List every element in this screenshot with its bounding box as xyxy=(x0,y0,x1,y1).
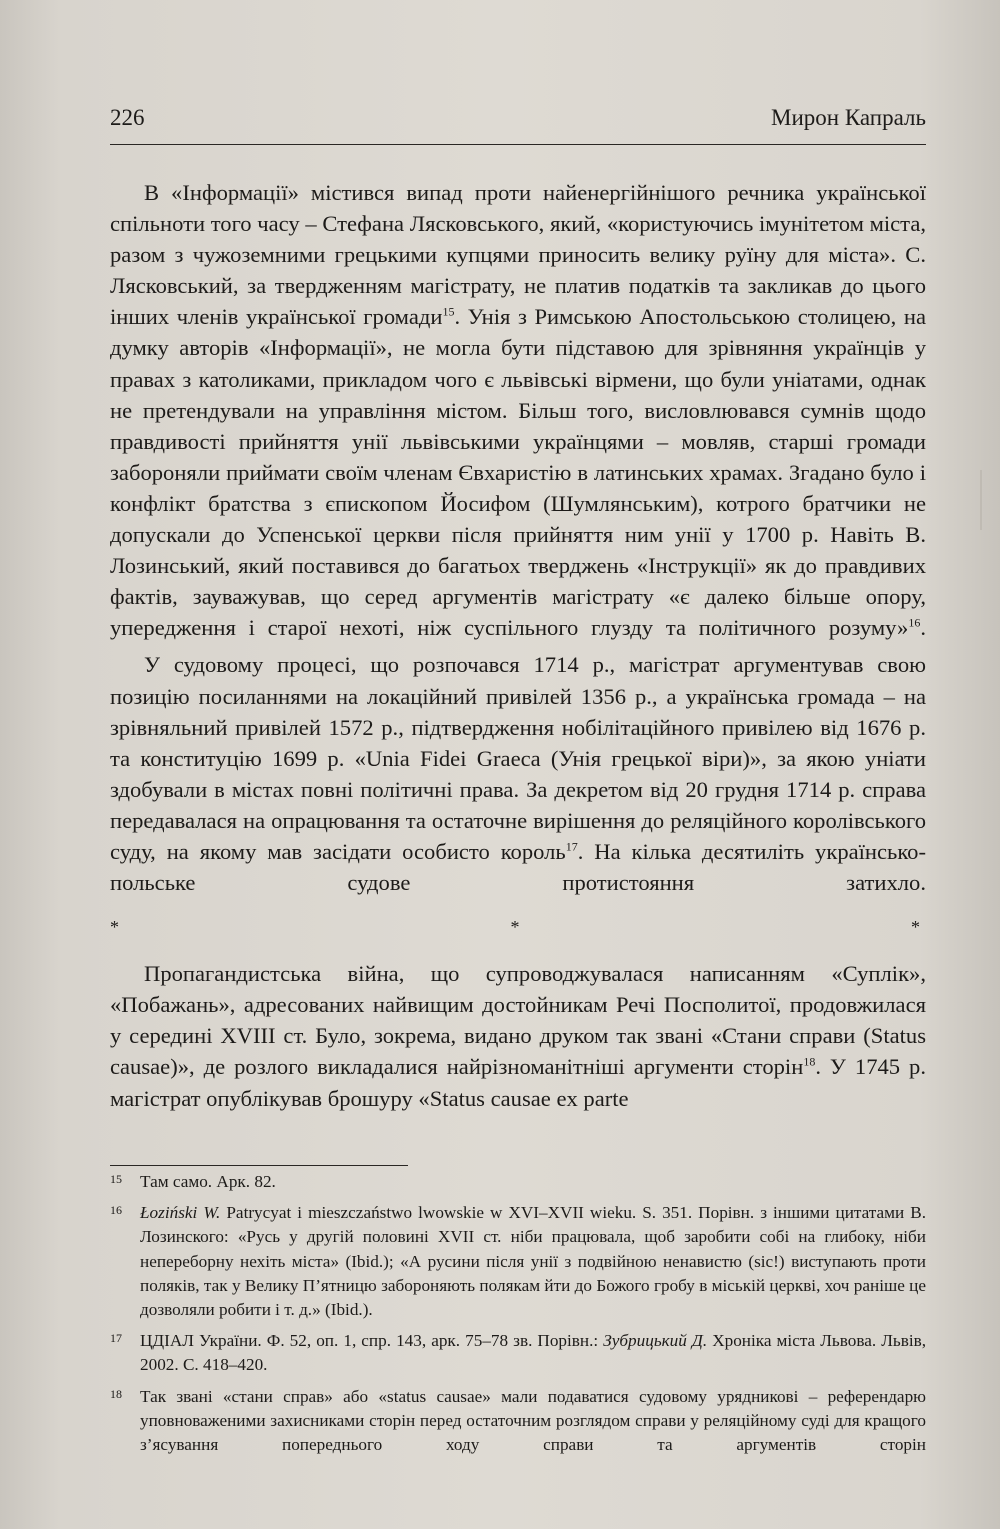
page-edge-shadow xyxy=(980,470,1000,530)
footnote-ref-17: 17 xyxy=(565,839,578,854)
paragraph-3: Пропагандистська війна, що супроводжувалася написанням «Суплік», «Побажань», адресованих найвищим достойникам Речі Посполитої, продовжилася у середині XVIII ст. Було, зокрема, видано друком так звані «Стани справи (Status causae)», де розлого викладалися найрізноманітніші аргументи сторін$^{18}$. У 1745 р. магістрат опублікував брошуру «Status causae ex parte xyxy=(110,961,926,1111)
footnote-mark: 18 xyxy=(110,1386,122,1401)
section-separator: * * * xyxy=(110,917,926,938)
running-head-author: Мирон Капраль xyxy=(771,105,926,130)
footnote-16: 16 Łoziński W. Patrycyat i mieszczaństwo lwowskie w XVI–XVII wieku. S. 351. Порівн. з іншими цитатами В. Лозинского: «Русь у другій половині XVII ст. ніби працювала, щоб заробити собі на глибоку, ніби непереборну нехіть міста» (Ibid.); «А русини після унії з подвійною ненавистю (sic!) виступають проти поляків, так у Велику П’ятницю забороняють полякам йти до Божого гробу в міській церкві, хоч раніше це дозволяли робити і т. д.» (Ibid.). xyxy=(110,1201,926,1322)
footnote-18: 18 Так звані «стани справ» або «status causae» мали подаватися судовому урядникові – референдарю уповноваженими захисниками сторін перед остаточним розглядом справи у реляційному суді для кращого з’ясування попереднього ходу справи та аргументів сторін xyxy=(110,1385,926,1458)
footnote-mark: 15 xyxy=(110,1172,122,1186)
page-number: 226 xyxy=(110,105,145,130)
footnote-17: 17 ЦДІАЛ України. Ф. 52, оп. 1, спр. 143, арк. 75–78 зв. Порівн.: Зубрицький Д. Хроніка міста Львова. Львів, 2002. С. 418–420. xyxy=(110,1329,926,1377)
footnote-ref-16: 16 xyxy=(908,615,921,630)
cited-author: Łoziński W. xyxy=(140,1203,221,1223)
footnote-mark: 17 xyxy=(110,1331,122,1346)
cited-author: Зубрицький Д. xyxy=(603,1331,708,1351)
header-rule xyxy=(110,144,926,145)
paragraph-2: У судовому процесі, що розпочався 1714 р., магістрат аргументував свою позицію посиланнями на локаційний привілей 1356 р., а українська громада – на зрівняльний привілей 1572 р., підтвердження нобілітаційного привілею від 1676 р. та конституцію 1699 р. «Unia Fidei Graeca (Унія грецької віри)», за якою уніати здобували в містах повні політичні права. За декретом від 20 грудня 1714 р. справа передавалася на опрацювання та остаточне вирішення до реляційного королівського суду, на якому мав засідати особисто король$^{17}$. На кілька десятиліть українсько-польське судове протистояння затихло. xyxy=(110,652,926,896)
main-text xyxy=(110,177,926,1114)
footnote-mark: 16 xyxy=(110,1203,122,1218)
footnotes xyxy=(110,1170,926,1464)
footnote-15: 15 Там само. Арк. 82. xyxy=(110,1170,926,1194)
paragraph-1: В «Інформації» містився випад проти найенергійнішого речника української спільноти того часу – Стефана Лясковського, який, «користуючись імунітетом міста, разом з чужоземними грецькими купцями приносить велику руїну для міста». С. Лясковський, за твердженням магістрату, не платив податків та закликав до цього інших членів української громади$^{15}$. Унія з Римською Апостольською столицею, на думку авторів «Інформації», не могла бути підставою для зрівняння українців у правах з католиками, прикладом чого є львівські вірмени, що були уніатами, однак не претендували на управління містом. Більш того, висловлювався сумнів щодо правдивості прийняття унії львівськими українцями – мовляв, старші громади забороняли приймати своїм членам Євхаристію в латинських храмах. Згадано було і конфлікт братства з єпископом Йосифом (Шумлянським), котрого братчики не допускали до Успенської церкви після прийняття ним унії у 1700 р. Навіть В. Лозинський, який поставився до багатьох тверджень «Інструкції» як до правдивих фактів, зауважував, що серед аргументів магістрату «є далеко більше опору, упередження і старої нехоті, ніж суспільного глузду та політичного розуму»$^{16}$. xyxy=(110,180,926,641)
footnote-rule xyxy=(110,1165,408,1166)
footnote-ref-15: 15 xyxy=(442,304,455,319)
footnote-ref-18: 18 xyxy=(803,1054,816,1069)
